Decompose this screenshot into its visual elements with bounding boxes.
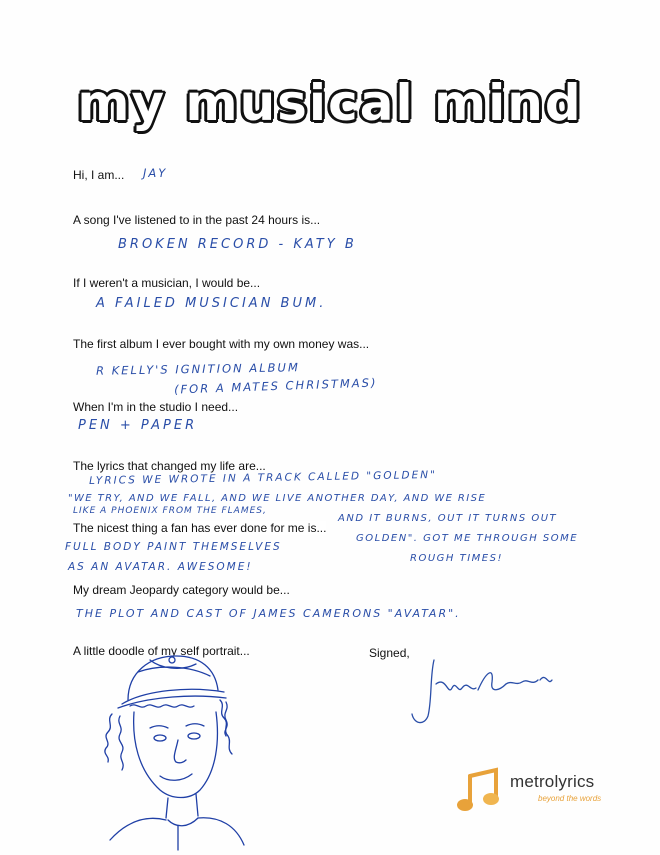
answer-lyrics-line2: "WE TRY, AND WE FALL, AND WE LIVE ANOTHER DAY, AND WE RISE: [68, 493, 487, 504]
logo-wordmark: metrolyrics: [510, 772, 595, 791]
answer-lyrics-line4: GOLDEN". GOT ME THROUGH SOME: [356, 533, 579, 544]
answer-lyrics-line3b: AND IT BURNS, OUT IT TURNS OUT: [338, 513, 558, 524]
question-song: A song I've listened to in the past 24 hours is...: [73, 213, 321, 227]
question-first-album: The first album I ever bought with my own money was...: [73, 337, 370, 351]
question-studio: When I'm in the studio I need...: [73, 400, 239, 414]
question-doodle: A little doodle of my self portrait...: [73, 644, 250, 658]
page-title: my musical mind: [77, 74, 583, 132]
question-career: If I weren't a musician, I would be...: [73, 276, 261, 290]
answer-studio: PEN + PAPER: [78, 418, 198, 433]
answer-lyrics-line1: LYRICS WE WROTE IN A TRACK CALLED "GOLDEN": [88, 468, 437, 488]
answer-fan-line1: FULL BODY PAINT THEMSELVES: [65, 541, 282, 553]
logo-tagline: beyond the words: [538, 794, 602, 803]
signed-label: Signed,: [369, 646, 410, 660]
metrolyrics-logo: [456, 768, 616, 814]
answer-jeopardy: THE PLOT AND CAST OF JAMES CAMERONS "AVATAR".: [76, 607, 461, 620]
answer-first-album-line1: R KELLY'S IGNITION ALBUM: [95, 360, 300, 378]
answer-fan-line2: AS AN AVATAR. AWESOME!: [68, 561, 253, 573]
question-fan: The nicest thing a fan has ever done for me is...: [73, 521, 327, 535]
answer-lyrics-line5: ROUGH TIMES!: [410, 553, 503, 564]
answer-first-album-line2: (FOR A MATES CHRISTMAS): [173, 375, 378, 397]
question-lyrics: The lyrics that changed my life are...: [73, 459, 266, 473]
answer-song: BROKEN RECORD - KATY B: [118, 237, 357, 252]
answer-career: A FAILED MUSICIAN BUM.: [96, 296, 327, 311]
answer-lyrics-line3a: LIKE A PHOENIX FROM THE FLAMES,: [73, 506, 267, 516]
answer-name: JAY: [143, 166, 168, 180]
question-name: Hi, I am...: [73, 168, 125, 182]
question-jeopardy: My dream Jeopardy category would be...: [73, 583, 290, 597]
music-note-icon: [456, 768, 504, 814]
